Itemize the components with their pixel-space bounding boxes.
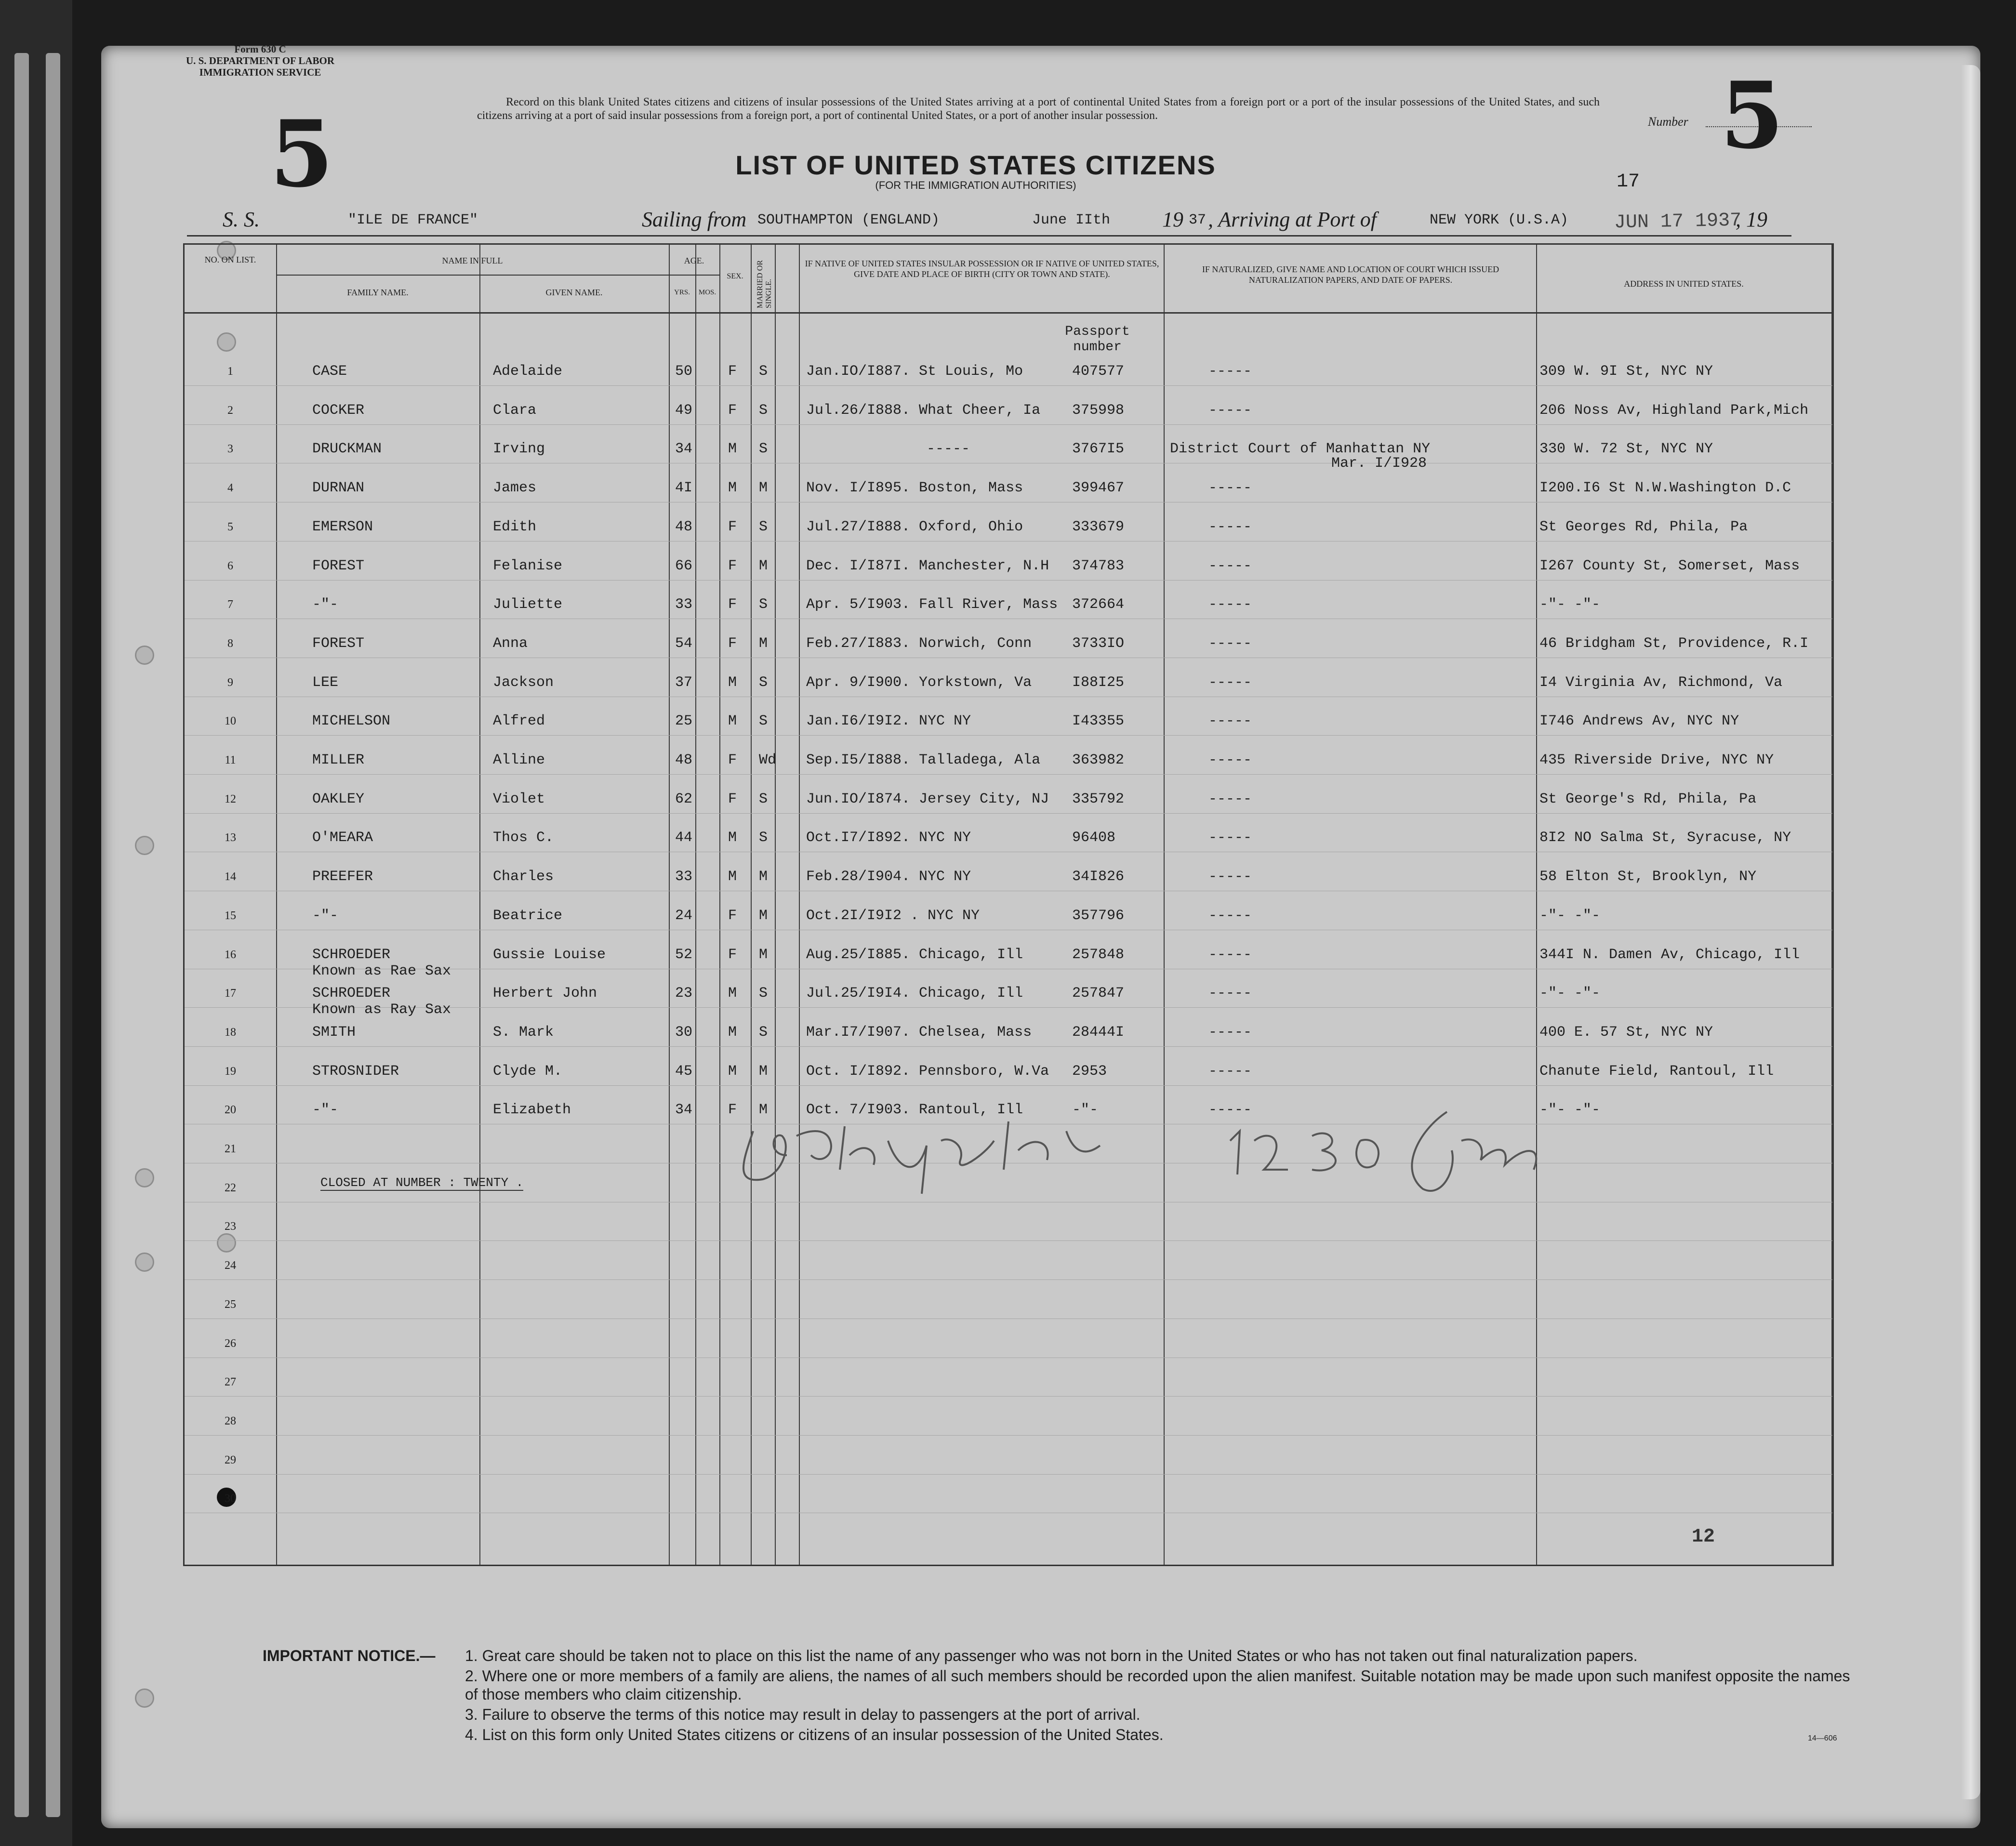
given-name: Clara [493,402,537,419]
passport-number: 372664 [1072,596,1125,613]
passport-number: 399467 [1072,480,1125,497]
birth-date-place: Jul.27/I888. Oxford, Ohio [806,518,1023,535]
column-divider [479,245,480,1565]
family-name: FOREST [312,557,365,574]
col-header-age: AGE. [684,256,704,265]
form-identification [145,43,376,78]
given-name: Violet [493,791,545,807]
row-number: 14 [225,870,236,883]
col-header-given: GIVEN NAME. [545,288,603,297]
age-years: 4I [675,480,693,497]
age-years: 48 [675,752,693,768]
column-divider [751,245,752,1565]
row-divider [185,774,1832,775]
family-name: CASE [312,363,347,380]
sex: F [728,946,737,963]
col-header-sex: SEX. [727,272,743,280]
family-name: EMERSON [312,518,373,535]
punch-hole [135,646,154,665]
address: I746 Andrews Av, NYC NY [1539,713,1739,730]
row-number: 4 [227,482,233,495]
sex: F [728,557,737,574]
department-name: U. S. DEPARTMENT OF LABOR [186,55,335,66]
passport-number: 333679 [1072,518,1125,535]
age-years: 24 [675,907,693,924]
age-years: 23 [675,985,693,1002]
column-divider [695,245,696,1565]
marital-status: S [759,518,768,535]
given-name: S. Mark [493,1024,554,1041]
birth-date-place: Sep.I5/I888. Talladega, Ala [806,752,1041,768]
row-number: 12 [225,792,236,805]
birth-date-place: Jul.25/I9I4. Chicago, Ill [806,985,1023,1002]
birth-date-place: Oct. 7/I903. Rantoul, Ill [806,1102,1023,1119]
binder-spine [0,0,72,1846]
column-divider [775,245,776,1565]
passport-number: 2953 [1072,1063,1107,1080]
row-number: 15 [225,909,236,922]
notice-item-4: 4. List on this form only United States citizens or citizens of an insular possession of the United States. [465,1726,1164,1743]
naturalization: ----- [1208,830,1252,846]
row-number: 23 [225,1220,236,1233]
marital-status: S [759,985,768,1002]
subheader-rule [276,275,719,276]
column-divider [1536,245,1537,1565]
sex: M [728,1063,737,1080]
family-alias: Known as Rae Sax [312,963,451,979]
arriving-label: , Arriving at Port of [1208,208,1377,231]
passport-number: 28444I [1072,1024,1125,1041]
sex: M [728,713,737,730]
row-number: 21 [225,1143,236,1155]
given-name: Alfred [493,713,545,730]
naturalization: ----- [1208,518,1252,535]
row-divider [185,813,1832,814]
row-number: 22 [225,1181,236,1194]
service-name: IMMIGRATION SERVICE [199,66,321,78]
address: 206 Noss Av, Highland Park,Mich [1539,402,1809,419]
naturalization: ----- [1208,596,1252,613]
age-years: 30 [675,1024,693,1041]
family-name: PREEFER [312,869,373,885]
naturalization-date: Mar. I/I928 [1331,455,1427,472]
family-name: -"- [312,596,339,613]
ship-name: "ILE DE FRANCE" [348,212,478,228]
sex: F [728,363,737,380]
passport-number: 3767I5 [1072,441,1125,458]
inspector-signature [734,1083,1698,1208]
col-header-no: NO. ON LIST. [204,255,256,264]
age-years: 48 [675,518,693,535]
naturalization: ----- [1208,985,1252,1002]
row-number: 6 [227,559,233,572]
row-divider [185,1279,1832,1280]
family-name: COCKER [312,402,365,419]
sex: F [728,1102,737,1119]
row-number: 18 [225,1026,236,1039]
handwritten-number: 5 [1720,62,1784,169]
naturalization: ----- [1208,907,1252,924]
number-label: Number [1648,115,1688,129]
birth-date-place: Apr. 9/I900. Yorkstown, Va [806,674,1032,691]
column-divider [799,245,800,1565]
family-name: SMITH [312,1024,356,1041]
row-number: 26 [225,1337,236,1350]
sailing-line [223,207,1789,235]
row-divider [185,385,1832,386]
year-prefix-2: , 19 [1736,208,1767,231]
age-years: 33 [675,596,693,613]
birth-date-place: Oct.I7/I892. NYC NY [806,830,971,846]
marital-status: M [759,869,768,885]
sex: F [728,402,737,419]
column-divider [719,245,720,1565]
row-number: 27 [225,1376,236,1389]
naturalization: ----- [1208,674,1252,691]
col-header-married: MARRIED OR SINGLE. [756,260,773,308]
date-stamp: JUN 17 1937 [1614,210,1742,234]
sex: M [728,985,737,1002]
row-number: 10 [225,715,236,728]
birth-date-place: Jul.26/I888. What Cheer, Ia [806,402,1041,419]
birth-date-place: Aug.25/I885. Chicago, Ill [806,946,1023,963]
sex: F [728,518,737,535]
sex: F [728,635,737,652]
birth-date-place: Feb.28/I904. NYC NY [806,869,971,885]
passport-number: 3733IO [1072,635,1125,652]
address: Chanute Field, Rantoul, Ill [1539,1063,1774,1080]
marital-status: S [759,1024,768,1041]
marital-status: M [759,635,768,652]
row-number: 20 [225,1104,236,1117]
birth-date-place: Jan.I6/I9I2. NYC NY [806,713,971,730]
address: 309 W. 9I St, NYC NY [1539,363,1713,380]
row-number: 9 [227,676,233,689]
given-name: Adelaide [493,363,563,380]
row-number: 28 [225,1414,236,1427]
address: -"- -"- [1539,596,1601,613]
family-name: SCHROEDER [312,985,391,1002]
passport-number: I88I25 [1072,674,1125,691]
row-number: 8 [227,637,233,650]
address: -"- -"- [1539,1102,1601,1119]
sheet-number: 12 [1692,1526,1715,1548]
row-number: 1 [227,365,233,378]
age-years: 37 [675,674,693,691]
given-name: Clyde M. [493,1063,563,1080]
page-number: 17 [1617,171,1640,193]
age-years: 34 [675,1102,693,1119]
address: 46 Bridgham St, Providence, R.I [1539,635,1809,652]
row-divider [185,1435,1832,1436]
arrival-port: NEW YORK (U.S.A) [1430,212,1569,228]
address: St Georges Rd, Phila, Pa [1539,518,1748,535]
row-number: 16 [225,948,236,961]
row-number: 2 [227,404,233,417]
row-number: 17 [225,987,236,1000]
sex: M [728,480,737,497]
row-number: 30 [225,1492,236,1505]
row-divider [185,1474,1832,1475]
family-alias: Known as Ray Sax [312,1002,451,1018]
punch-hole [135,1688,154,1708]
naturalization: ----- [1208,635,1252,652]
page-subtitle: (FOR THE IMMIGRATION AUTHORITIES) [875,179,1076,191]
naturalization: ----- [1208,480,1252,497]
punch-hole [135,1253,154,1272]
birth-date-place: ----- [927,441,970,458]
sex: F [728,596,737,613]
col-header-address: ADDRESS IN UNITED STATES. [1624,279,1744,289]
address: 435 Riverside Drive, NYC NY [1539,752,1774,768]
naturalization: District Court of Manhattan NY [1170,441,1431,458]
address: I267 County St, Somerset, Mass [1539,557,1800,574]
col-header-name: NAME IN FULL [442,256,503,265]
age-years: 66 [675,557,693,574]
sex: M [728,830,737,846]
family-name: DURNAN [312,480,365,497]
given-name: Elizabeth [493,1102,571,1119]
marital-status: M [759,480,768,497]
age-years: 52 [675,946,693,963]
given-name: Thos C. [493,830,554,846]
passport-number: 257848 [1072,946,1125,963]
marital-status: S [759,713,768,730]
naturalization: ----- [1208,869,1252,885]
address: -"- -"- [1539,907,1601,924]
given-name: Anna [493,635,528,652]
family-name: DRUCKMAN [312,441,382,458]
age-years: 25 [675,713,693,730]
passport-number: I43355 [1072,713,1125,730]
address: I4 Virginia Av, Richmond, Va [1539,674,1783,691]
given-name: Alline [493,752,545,768]
naturalization: ----- [1208,1024,1252,1041]
passport-number: 335792 [1072,791,1125,807]
given-name: Herbert John [493,985,597,1002]
row-number: 11 [225,754,236,766]
age-years: 34 [675,441,693,458]
col-header-yrs: YRS. [674,289,690,296]
marital-status: M [759,557,768,574]
manifest-table [183,243,1834,1566]
row-divider [185,735,1832,736]
passport-number: 363982 [1072,752,1125,768]
naturalization: ----- [1208,713,1252,730]
marital-status: Wd [759,752,777,768]
column-divider [1831,245,1832,1565]
departure-port: SOUTHAMPTON (ENGLAND) [757,212,940,228]
column-divider [1164,245,1165,1565]
closed-note: CLOSED AT NUMBER : TWENTY . [320,1175,524,1190]
passport-number: 407577 [1072,363,1125,380]
passport-number: 257847 [1072,985,1125,1002]
marital-status: S [759,402,768,419]
birth-date-place: Nov. I/I895. Boston, Mass [806,480,1023,497]
column-divider [276,245,277,1565]
sailing-date: June IIth [1032,212,1111,228]
notice-item-3: 3. Failure to observe the terms of this notice may result in delay to passengers at the port of arrival. [465,1706,1141,1723]
marital-status: M [759,1102,768,1119]
family-name: O'MEARA [312,830,373,846]
naturalization: ----- [1208,1102,1252,1119]
notice-item-2: 2. Where one or more members of a family are aliens, the names of all such members should be recorded upon the alien manifest. Suitable notation may be made upon such manifest opposite the names of those members who claim citizenship. [465,1667,1850,1703]
passport-number: 357796 [1072,907,1125,924]
marital-status: S [759,830,768,846]
row-number: 7 [227,598,233,611]
age-years: 44 [675,830,693,846]
col-header-mos: MOS. [698,289,716,296]
address: 400 E. 57 St, NYC NY [1539,1024,1713,1041]
given-name: Beatrice [493,907,563,924]
row-number: 13 [225,831,236,844]
row-number: 19 [225,1065,236,1078]
row-number: 29 [225,1453,236,1466]
row-number: 24 [225,1259,236,1272]
passport-number: 34I826 [1072,869,1125,885]
marital-status: S [759,596,768,613]
address: -"- -"- [1539,985,1601,1002]
year-suffix: 37 [1189,212,1207,228]
notice-lead: IMPORTANT NOTICE.— [263,1647,436,1664]
birth-date-place: Mar.I7/I907. Chelsea, Mass [806,1024,1032,1041]
age-years: 45 [675,1063,693,1080]
sex: F [728,752,737,768]
family-name: SCHROEDER [312,946,391,963]
punch-hole [135,836,154,855]
birth-date-place: Oct. I/I892. Pennsboro, W.Va [806,1063,1049,1080]
col-header-family: FAMILY NAME. [347,288,409,297]
family-name: FOREST [312,635,365,652]
birth-date-place: Feb.27/I883. Norwich, Conn [806,635,1032,652]
sex: M [728,674,737,691]
passport-number: -"- [1072,1102,1099,1119]
sex: F [728,907,737,924]
binder-edge [46,53,60,1817]
naturalization: ----- [1208,752,1252,768]
birth-date-place: Oct.2I/I9I2 . NYC NY [806,907,980,924]
passport-number: 96408 [1072,830,1116,846]
sex: F [728,791,737,807]
header-bottom-rule [185,312,1832,314]
given-name: Felanise [493,557,563,574]
address: St George's Rd, Phila, Pa [1539,791,1757,807]
marital-status: M [759,946,768,963]
age-years: 33 [675,869,693,885]
address: 58 Elton St, Brooklyn, NY [1539,869,1757,885]
given-name: Charles [493,869,554,885]
record-instructions: Record on this blank United States citizens and citizens of insular possessions of the United States arriving at a port of continental United States from a foreign port or a port of the insular possessions of the United States, and such citizens arriving at a port of said insular possessions from a foreign port, a port of continental United States, or a port of another insular possession. [477,96,1600,122]
marital-status: S [759,363,768,380]
address: 8I2 NO Salma St, Syracuse, NY [1539,830,1791,846]
row-number: 5 [227,520,233,533]
birth-date-place: Apr. 5/I903. Fall River, Mass [806,596,1058,613]
marital-status: M [759,1063,768,1080]
row-divider [185,424,1832,425]
form-number: Form 630 C [234,43,286,55]
birth-date-place: Jun.IO/I874. Jersey City, NJ [806,791,1049,807]
family-name: STROSNIDER [312,1063,399,1080]
year-prefix: 19 [1162,208,1183,231]
form-code: 14—606 [1808,1734,1837,1742]
given-name: James [493,480,537,497]
age-years: 54 [675,635,693,652]
sailing-from-label: Sailing from [642,208,747,231]
col-header-naturalized: IF NATURALIZED, GIVE NAME AND LOCATION OF COURT WHICH ISSUED NATURALIZATION PAPERS, AND DATE OF PAPERS. [1202,264,1499,285]
row-number: 3 [227,443,233,456]
given-name: Edith [493,518,537,535]
family-name: MICHELSON [312,713,391,730]
age-years: 50 [675,363,693,380]
col-header-birth: IF NATIVE OF UNITED STATES INSULAR POSSESSION OR IF NATIVE OF UNITED STATES, GIVE DATE AND PLACE OF BIRTH (CITY OR TOWN AND STATE). [805,259,1159,279]
handwritten-list-number: 5 [270,100,334,208]
family-name: OAKLEY [312,791,365,807]
age-years: 49 [675,402,693,419]
marital-status: S [759,791,768,807]
address: 344I N. Damen Av, Chicago, Ill [1539,946,1800,963]
birth-date-place: Jan.IO/I887. St Louis, Mo [806,363,1023,380]
page-title: LIST OF UNITED STATES CITIZENS [735,150,1216,180]
age-years: 62 [675,791,693,807]
row-divider [185,1396,1832,1397]
ss-label: S. S. [223,208,260,231]
punch-hole [135,1168,154,1187]
given-name: Gussie Louise [493,946,606,963]
sex: M [728,1024,737,1041]
notice-item-1: 1. Great care should be taken not to place on this list the name of any passenger who was not born in the United States or who has not taken out final naturalization papers. [465,1647,1638,1664]
family-name: -"- [312,907,339,924]
sex: M [728,441,737,458]
given-name: Jackson [493,674,554,691]
family-name: MILLER [312,752,365,768]
sex: M [728,869,737,885]
binder-edge [14,53,29,1817]
marital-status: S [759,441,768,458]
address: I200.I6 St N.W.Washington D.C [1539,480,1791,497]
sailing-underline [187,235,1791,237]
naturalization: ----- [1208,402,1252,419]
family-name: -"- [312,1102,339,1119]
given-name: Irving [493,441,545,458]
passport-number: 374783 [1072,557,1125,574]
row-divider [185,1046,1832,1047]
family-name: LEE [312,674,339,691]
given-name: Juliette [493,596,563,613]
naturalization: ----- [1208,1063,1252,1080]
naturalization: ----- [1208,791,1252,807]
marital-status: M [759,907,768,924]
naturalization: ----- [1208,557,1252,574]
naturalization: ----- [1208,946,1252,963]
row-number: 25 [225,1298,236,1311]
birth-date-place: Dec. I/I87I. Manchester, N.H [806,557,1049,574]
marital-status: S [759,674,768,691]
address: 330 W. 72 St, NYC NY [1539,441,1713,458]
row-divider [185,1240,1832,1241]
col-header-passport: Passport number [1065,324,1130,355]
passport-number: 375998 [1072,402,1125,419]
column-divider [669,245,670,1565]
naturalization: ----- [1208,363,1252,380]
